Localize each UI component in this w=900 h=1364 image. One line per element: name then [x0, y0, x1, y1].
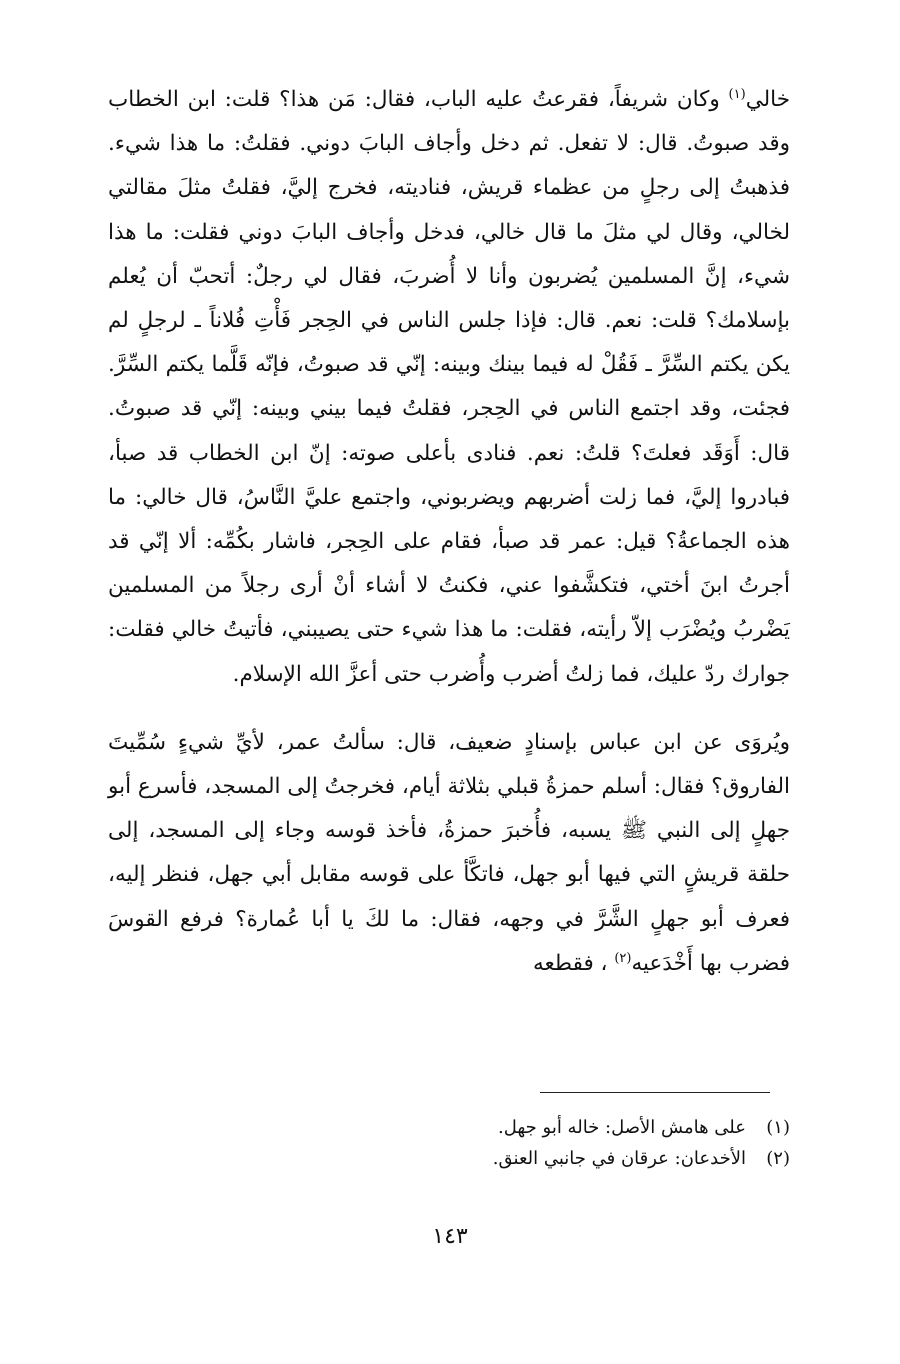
paragraph-1 [108, 78, 790, 697]
paragraph-2 [108, 721, 790, 986]
footnote-ref-2[interactable]: (٢) [614, 950, 632, 966]
footnote-item [190, 1112, 790, 1143]
paragraph-1-start: خالي [745, 87, 790, 112]
footnote-number: (١) [766, 1117, 790, 1138]
footnote-ref-1[interactable]: (١) [728, 86, 746, 102]
paragraph-2-body: ويُروَى عن ابن عباس بإسنادٍ ضعيف، قال: سألتُ عمر، لأيِّ شيءٍ سُمِّيتَ الفاروق؟ فقال: أسلم حمزةُ قبلي بثلاثة أيام، فخرجتُ إلى المسجد، فأسرع أبو جهلٍ إلى النبي ﷺ يسبه، فأُخبرَ حمزةُ، فأخذ قوسه وجاء إلى المسجد، إلى حلقة قريشٍ التي فيها أبو جهل، فاتكَّأ على قوسه مقابل أبي جهل، فنظر إليه، فعرف أبو جهلٍ الشَّرَّ في وجهه، فقال: ما لكَ يا أبا عُمارة؟ فرفع القوسَ فضرب بها أَخْدَعيه [108, 729, 790, 976]
footnotes-list [190, 1112, 790, 1174]
footnote-item [190, 1143, 790, 1174]
footnote-text: الأخدعان: عرقان في جانبي العنق. [492, 1148, 746, 1169]
footnote-text: على هامش الأصل: خاله أبو جهل. [498, 1117, 746, 1138]
page-number: ١٤٣ [432, 1224, 468, 1249]
paragraph-1-body: وكان شريفاً، فقرعتُ عليه الباب، فقال: مَن هذا؟ قلت: ابن الخطاب وقد صبوتُ. قال: لا تفعل. ثم دخل وأجاف البابَ دوني. فقلتُ: ما هذا شيء. فذهبتُ إلى رجلٍ من عظماء قريش، فناديته، فخرج إليَّ، فقلتُ مثلَ مقالتي لخالي، وقال لي مثلَ ما قال خالي، فدخل وأجاف البابَ دوني فقلت: ما هذا شيء، إنَّ المسلمين يُضربون وأنا لا أُضربَ، فقال لي رجلٌ: أتحبّ أن يُعلم بإسلامك؟ قلت: نعم. قال: فإذا جلس الناس في الحِجر فَأْتِ فُلاناً ـ لرجلٍ لم يكن يكتم السِّرَّ ـ فَقُلْ له فيما بينك وبينه: إنّي قد صبوتُ، فإنّه قَلَّما يكتم السِّرَّ. فجئت، وقد اجتمع الناس في الحِجر، فقلتُ فيما بيني وبينه: إنّي قد صبوتُ. قال: أَوَقَد فعلتَ؟ قلتُ: نعم. فنادى بأعلى صوته: إنّ ابن الخطاب قد صبأ، فبادروا إليَّ، فما زلت أضربهم ويضربوني، واجتمع عليَّ النَّاسُ، قال خالي: ما هذه الجماعةُ؟ قيل: عمر قد صبأ، فقام على الحِجر، فاشار بكُمِّه: ألا إنّي قد أجرتُ ابنَ أختي، فتكشَّفوا عني، فكنتُ لا أشاء أنْ أرى رجلاً من المسلمين يَضْربُ ويُضْرَب إلاّ رأيته، فقلت: ما هذا شيء حتى يصيبني، فأتيتُ خالي فقلت: جوارك ردّ عليك، فما زلتُ أضرب وأُضرب حتى أعزَّ الله الإسلام. [108, 87, 790, 687]
footnote-divider [540, 1092, 770, 1093]
paragraph-spacer [108, 697, 790, 721]
paragraph-2-end: ، فقطعه [533, 950, 615, 976]
footnote-number: (٢) [766, 1148, 790, 1169]
page-body [108, 78, 790, 986]
